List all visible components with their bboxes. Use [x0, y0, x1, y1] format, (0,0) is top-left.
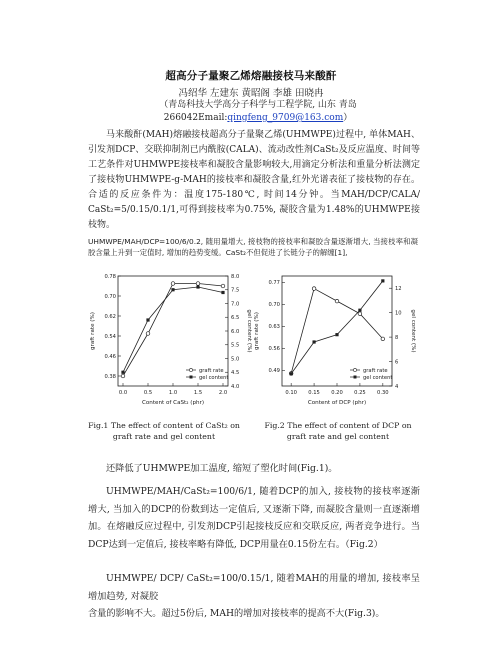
- figure-1-caption-line1: Fig.1 The effect of content of CaSt₂ on: [88, 421, 240, 430]
- author-list: 冯绍华 左建东 黄昭阁 李雄 田晓冉: [178, 88, 324, 99]
- chart2-y-left-axis-label: graft rate (%): [254, 312, 260, 350]
- chart1-y-right-tick-label: 7.5: [231, 287, 240, 294]
- chart1-series-1-point: [171, 282, 175, 286]
- chart1-series-2-point: [171, 288, 174, 291]
- chart2-legend-label-1: graft rate: [363, 367, 388, 374]
- chart1-legend-label-1: graft rate: [199, 367, 224, 374]
- chart1-y-right-tick-label: 4.5: [231, 370, 240, 377]
- chart2-series-1-point: [335, 299, 339, 303]
- chart1-legend-marker-2: [190, 376, 193, 379]
- chart1-y-right-tick-label: 6.0: [231, 328, 240, 335]
- chart2-series-2-point: [381, 279, 384, 282]
- figure-2-caption: [258, 420, 418, 442]
- figure-2-chart: [250, 268, 418, 416]
- chart1-series-1-point: [196, 282, 200, 286]
- chart2-series-2-point: [335, 333, 338, 336]
- chart2-y-right-tick-label: 4: [395, 383, 399, 390]
- chart2-series-2-point: [358, 309, 361, 312]
- chart1-series-2-point: [146, 318, 149, 321]
- chart2-y-right-tick-label: 8: [395, 334, 399, 341]
- chart2-legend-label-2: gel content: [363, 374, 393, 381]
- chart2-x-tick-label: 0.25: [354, 390, 366, 396]
- body-paragraph-5: 含量的影响不大。超过5份后, MAH的增加对接枝率的提高不大(Fig.3)。: [88, 608, 385, 619]
- figure-1-svg: [86, 268, 254, 416]
- chart1-series-2-point: [221, 291, 224, 294]
- email-link[interactable]: qingfeng_9709@163.com: [227, 113, 344, 123]
- chart1-series-1-line: [123, 284, 223, 377]
- chart1-x-tick-label: 1.5: [193, 390, 203, 396]
- chart1-y-right-tick-label: 6.5: [231, 315, 240, 322]
- chart1-x-axis-label: Content of CaSt₂ (phr): [141, 400, 205, 406]
- chart1-y-left-tick-label: 0.70: [104, 293, 116, 300]
- chart2-y-left-tick-label: 0.49: [268, 368, 280, 375]
- chart2-series-2-point: [290, 372, 293, 375]
- figure-1-chart: [86, 268, 254, 416]
- chart2-series-2-line: [291, 281, 383, 374]
- figure-2-caption-line2: graft rate and gel content: [286, 432, 390, 441]
- chart2-y-right-tick-label: 12: [395, 286, 402, 293]
- chart2-x-tick-label: 0.30: [377, 390, 389, 396]
- chart2-y-left-tick-label: 0.63: [268, 324, 280, 331]
- affiliation-text: （青岛科技大学高分子科学与工程学院, 山东 青岛 266042Email:: [159, 100, 357, 123]
- chart1-series-2-point: [121, 371, 124, 374]
- chart1-y-right-tick-label: 4.0: [231, 383, 240, 390]
- figure-2-svg: [250, 268, 418, 416]
- chart1-x-tick-label: 1.0: [168, 390, 178, 396]
- chart1-y-right-axis-label: gel content (%): [246, 309, 252, 353]
- body-paragraph-1: UHMWPE/MAH/DCP=100/6/0.2, 随用量增大, 接枝物的接枝率和凝胶含量逐渐增大, 当接枝率和凝胶含量上升到一定值时, 增加的趋势变缓。CaSt₂不但促进了长链分子的解缠[1],: [88, 237, 418, 257]
- chart2-legend-marker-1: [353, 368, 356, 371]
- chart1-x-tick-label: 0.5: [143, 390, 153, 396]
- chart1-y-left-axis-label: graft rate (%): [90, 312, 96, 350]
- chart1-x-tick-label: 2.0: [218, 390, 228, 396]
- chart2-series-1-point: [358, 312, 362, 316]
- chart1-legend-label-2: gel content: [199, 374, 229, 381]
- chart2-y-right-tick-label: 6: [395, 359, 399, 366]
- chart1-y-right-tick-label: 5.0: [231, 356, 240, 363]
- abstract: 马来酸酐(MAH)熔融接枝超高分子量聚乙烯(UHMWPE)过程中, 单体MAH、引发剂DCP、交联抑制剂已内酰胺(CALA)、流动改性剂CaSt₂及反应温度、时间等工艺条件对UHMWPE接枝率和凝胶含量影响较大,用滴定分析法和重量分析法测定了接枝物UHMWPE-g-MAH的接枝率和凝胶含量,红外光谱表征了接枝物的存在。合适的反应条件为：温度175-180℃, 时间14分钟。当MAH/DCP/CALA/ CaSt₂=5/0.15/0.1/1,可得到接枝率为0.75%, 凝胶含量为1.48%的UHMWPE接枝物。: [88, 130, 420, 230]
- chart2-y-right-tick-label: 10: [395, 310, 402, 317]
- chart1-y-right-tick-label: 7.0: [231, 301, 240, 308]
- chart2-y-left-tick-label: 0.70: [268, 302, 280, 309]
- chart2-y-left-tick-label: 0.77: [268, 280, 280, 287]
- chart2-y-left-tick-label: 0.56: [268, 346, 280, 353]
- chart2-y-right-axis-label: gel content (%): [410, 309, 416, 353]
- affiliation-close: ）: [343, 113, 353, 123]
- chart2-legend-marker-2: [354, 376, 357, 379]
- chart1-y-left-tick-label: 0.62: [104, 313, 116, 320]
- chart1-series-1-point: [121, 374, 125, 378]
- paper-title: 超高分子量聚乙烯熔融接枝马来酸酐: [165, 70, 337, 82]
- figure-1-caption-line2: graft rate and gel content: [112, 432, 216, 441]
- affiliation: [88, 99, 428, 125]
- figure-1-caption: [84, 420, 244, 442]
- chart1-y-right-tick-label: 8.0: [231, 273, 240, 280]
- chart1-y-right-tick-label: 5.5: [231, 342, 240, 349]
- chart1-y-left-tick-label: 0.54: [104, 333, 116, 340]
- chart2-series-2-point: [312, 340, 315, 343]
- body-paragraph-2: 还降低了UHMWPE加工温度, 缩短了塑化时间(Fig.1)。: [106, 463, 338, 474]
- chart2-x-tick-label: 0.15: [308, 390, 320, 396]
- chart1-y-left-tick-label: 0.78: [104, 273, 116, 280]
- chart1-series-1-point: [221, 284, 225, 288]
- chart2-series-1-point: [381, 337, 385, 341]
- chart1-y-left-tick-label: 0.38: [104, 373, 116, 380]
- chart2-x-tick-label: 0.20: [331, 390, 343, 396]
- chart2-x-tick-label: 0.10: [285, 390, 297, 396]
- chart1-series-1-point: [146, 332, 150, 336]
- chart1-series-2-point: [196, 285, 199, 288]
- chart2-series-1-point: [312, 287, 316, 291]
- body-paragraph-3: UHMWPE/MAH/CaSt₂=100/6/1, 随着DCP的加入, 接枝物的接枝率逐渐增大, 当加入的DCP的份数到达一定值后, 又逐渐下降, 而凝胶含量则一直逐渐增加。在熔融反应过程中, 引发剂DCP引起接枝反应和交联反应, 两者竞争进行。当DCP达到一定值后, 接枝率略有降低, DCP用量在0.15份左右。（Fig.2）: [88, 486, 420, 550]
- chart1-x-tick-label: 0.0: [118, 390, 128, 396]
- figure-2-caption-line1: Fig.2 The effect of content of DCP on: [264, 421, 412, 430]
- chart1-series-2-line: [123, 287, 223, 372]
- body-paragraph-4: UHMWPE/ DCP/ CaSt₂=100/0.15/1, 随着MAH的用量的增加, 接枝率呈增加趋势, 对凝胶: [88, 573, 420, 602]
- chart1-y-left-tick-label: 0.46: [104, 353, 116, 360]
- chart1-legend-marker-1: [189, 368, 192, 371]
- chart2-x-axis-label: Content of DCP (phr): [307, 400, 367, 406]
